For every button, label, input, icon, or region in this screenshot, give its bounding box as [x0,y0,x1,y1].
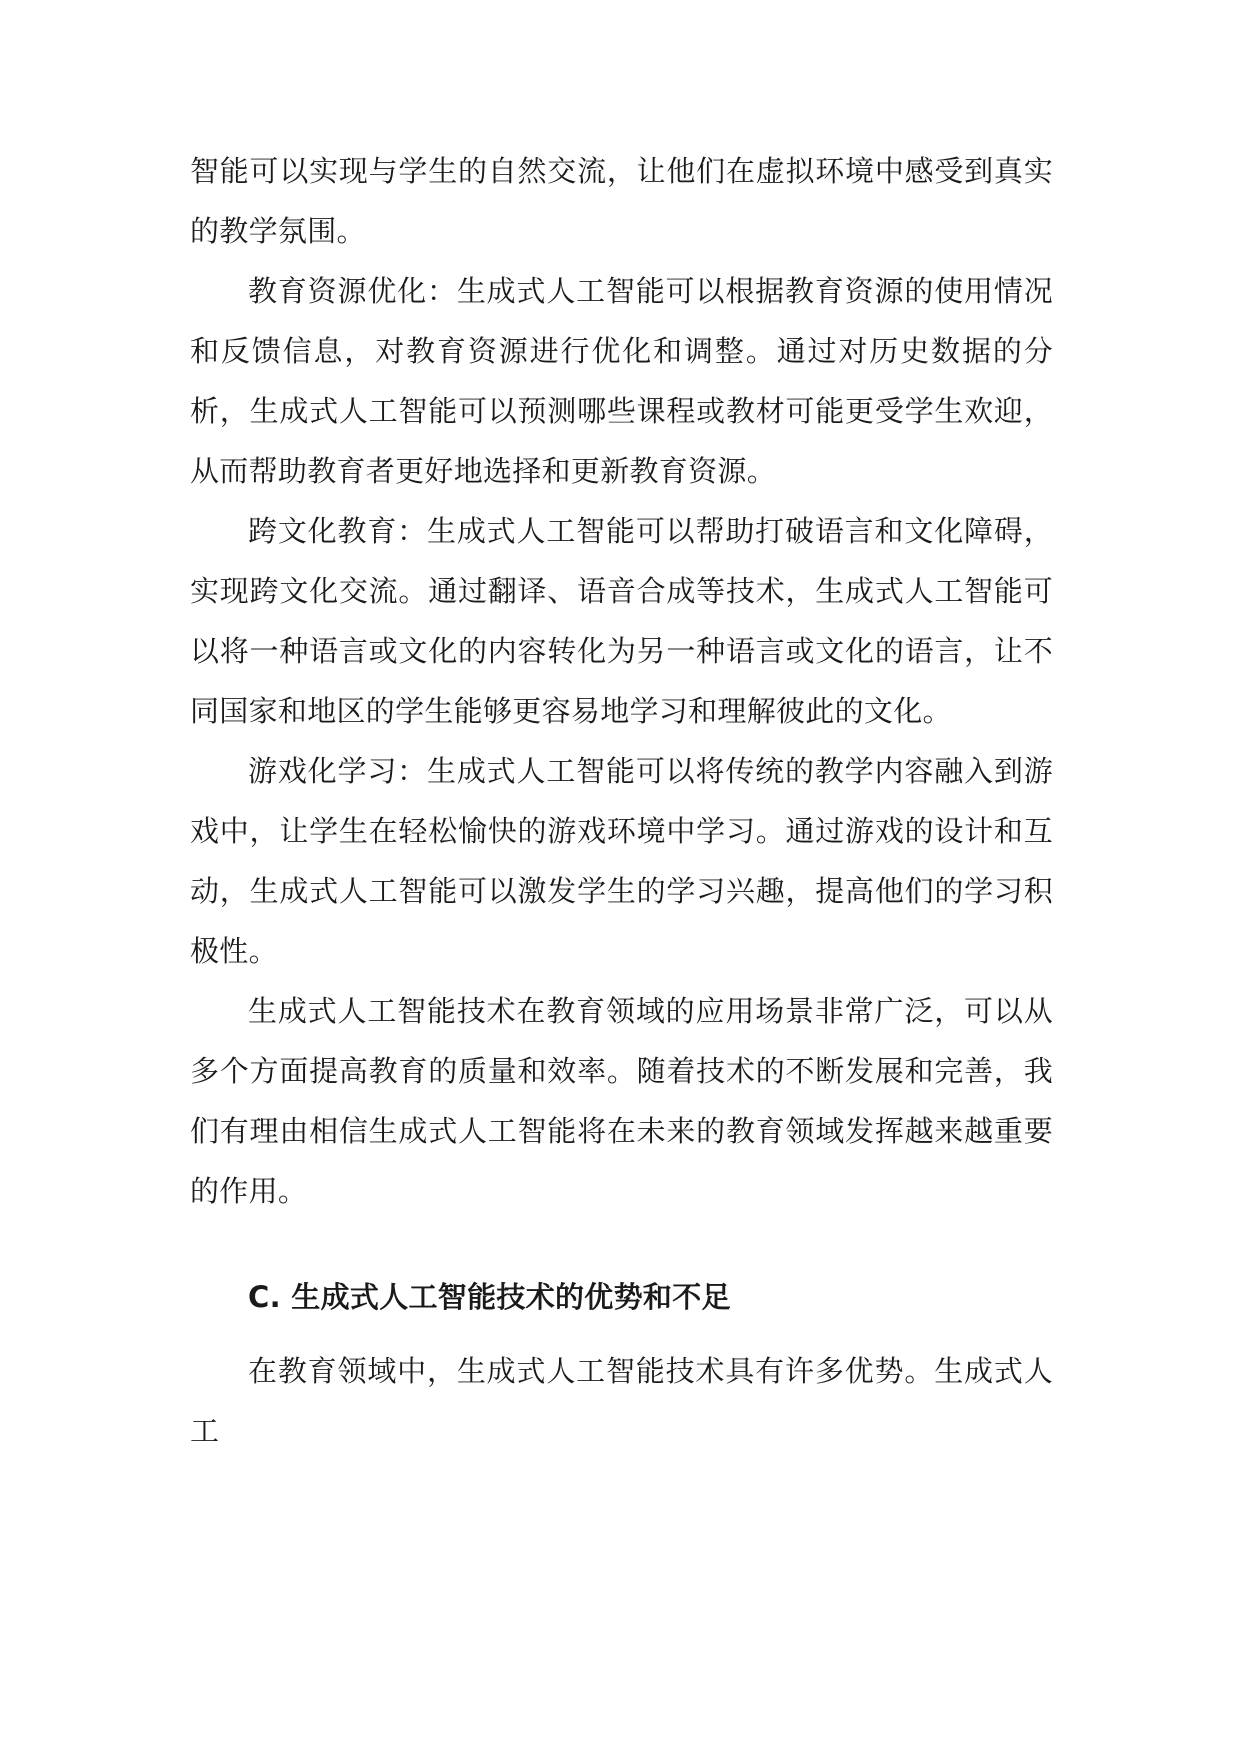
section-heading: C. 生成式人工智能技术的优势和不足 [248,1280,731,1314]
paragraph-continuation: 智能可以实现与学生的自然交流，让他们在虚拟环境中感受到真实的教学氛围。 [190,154,1053,248]
paragraph-resource-optimization: 教育资源优化：生成式人工智能可以根据教育资源的使用情况和反馈信息，对教育资源进行优化和调整。通过对历史数据的分析，生成式人工智能可以预测哪些课程或教材可能更受学生欢迎，从而帮助教育者更好地选择和更新教育资源。 [190,274,1053,488]
paragraph-advantages: 在教育领域中，生成式人工智能技术具有许多优势。生成式人工 [190,1354,1053,1448]
body-text [190,141,1053,1461]
paragraph-summary: 生成式人工智能技术在教育领域的应用场景非常广泛，可以从多个方面提高教育的质量和效率。随着技术的不断发展和完善，我们有理由相信生成式人工智能将在未来的教育领域发挥越来越重要的作用。 [190,994,1053,1208]
paragraph-gamified-learning: 游戏化学习：生成式人工智能可以将传统的教学内容融入到游戏中，让学生在轻松愉快的游戏环境中学习。通过游戏的设计和互动，生成式人工智能可以激发学生的学习兴趣，提高他们的学习积极性。 [190,754,1053,968]
paragraph-cross-cultural: 跨文化教育：生成式人工智能可以帮助打破语言和文化障碍，实现跨文化交流。通过翻译、语音合成等技术，生成式人工智能可以将一种语言或文化的内容转化为另一种语言或文化的语言，让不同国家和地区的学生能够更容易地学习和理解彼此的文化。 [190,514,1053,728]
